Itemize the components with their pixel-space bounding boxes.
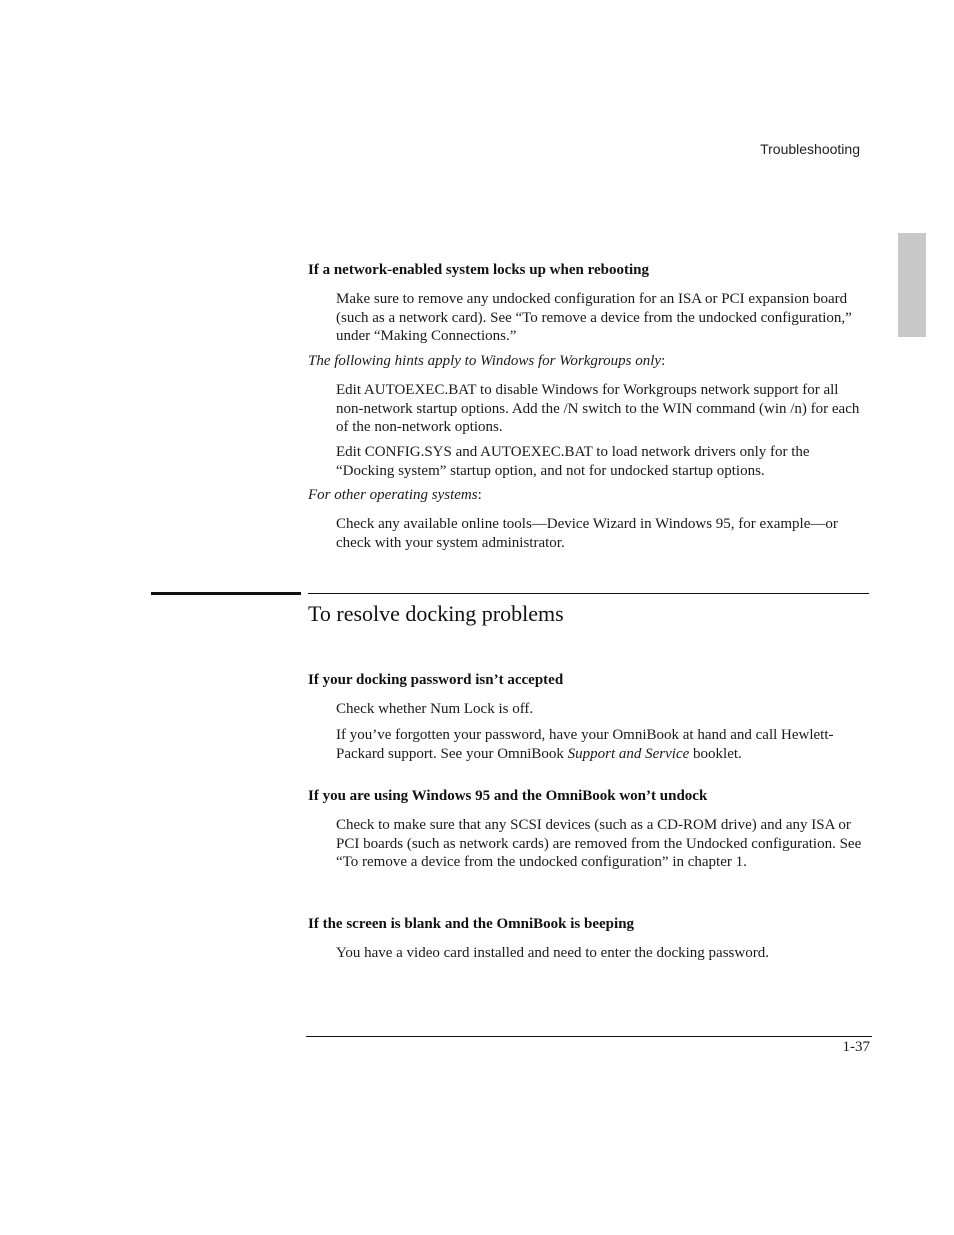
section-rule-thick (151, 592, 301, 595)
paragraph-edit-config-sys: Edit CONFIG.SYS and AUTOEXEC.BAT to load network drivers only for the “Docking system” startup option, and not for undocked startup options. (336, 444, 810, 479)
subheading-network-lockup: If a network-enabled system locks up when rebooting (308, 262, 649, 278)
paragraph-num-lock: Check whether Num Lock is off. (336, 701, 534, 717)
running-head: Troubleshooting (760, 141, 860, 157)
footer-rule (306, 1036, 872, 1037)
paragraph-forgotten-password (336, 726, 866, 763)
note-other-os-colon: : (477, 487, 482, 503)
page-number: 1-37 (842, 1039, 870, 1055)
paragraph-video-card: You have a video card installed and need to enter the docking password. (336, 945, 769, 961)
note-wfw-text: The following hints apply to Windows for Workgroups only (308, 353, 662, 369)
paragraph-edit-autoexec: Edit AUTOEXEC.BAT to disable Windows for Workgroups network support for all non-network startup options. Add the /N switch to the WIN command (win /n) for each of the non-network options. (336, 382, 860, 436)
forgotten-password-text: If you’ve forgotten your password, have your OmniBook at hand and call Hewlett-Packard support. See your OmniBook (336, 727, 834, 762)
subheading-blank-screen: If the screen is blank and the OmniBook is beeping (308, 916, 635, 932)
booklet-title: Support and Service (567, 745, 690, 762)
section-rule-thin (308, 593, 869, 594)
subheading-password: If your docking password isn’t accepted (308, 672, 564, 688)
note-wfw-only (308, 353, 665, 370)
subheading-win95-undock: If you are using Windows 95 and the OmniBook won’t undock (308, 788, 708, 804)
chapter-thumb-tab (898, 233, 926, 337)
note-other-os (308, 487, 482, 504)
section-title-docking: To resolve docking problems (308, 601, 564, 626)
paragraph-remove-undocked-config: Make sure to remove any undocked configuration for an ISA or PCI expansion board (such as a network card). See “To remove a device from the undocked configuration,” under “Making Connections.” (336, 291, 852, 345)
paragraph-scsi-devices: Check to make sure that any SCSI devices (such as a CD-ROM drive) and any ISA or PCI boards (such as network cards) are removed from the Undocked configuration. See “To remove a device from the undocked configuration” in chapter 1. (336, 817, 862, 871)
paragraph-online-tools: Check any available online tools—Device Wizard in Windows 95, for example—or check with your system administrator. (336, 516, 838, 551)
note-other-os-text: For other operating systems (308, 487, 478, 503)
note-wfw-colon: : (661, 353, 666, 369)
forgotten-password-end: booklet. (689, 745, 742, 762)
